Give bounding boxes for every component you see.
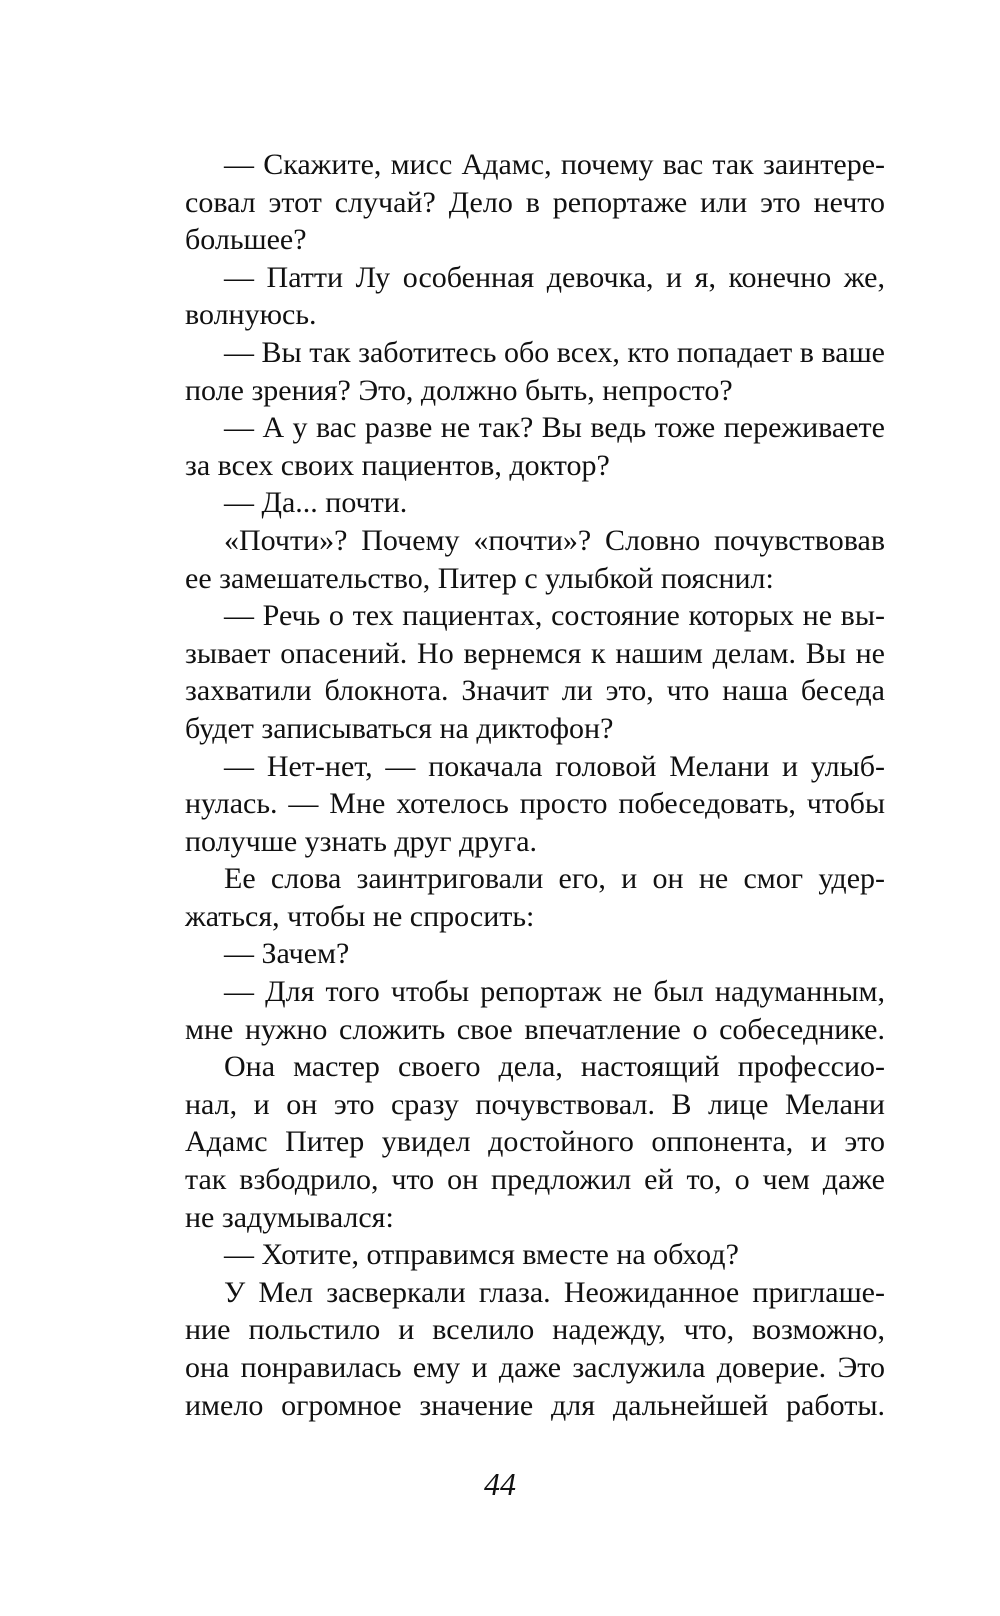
text-line: Адамс Питер увидел достойного оппонента, и это: [185, 1125, 885, 1159]
text-line: захватили блокнота. Значит ли это, что наша беседа: [185, 674, 885, 708]
text-line: — Да... почти.: [224, 486, 408, 520]
text-line: волнуюсь.: [185, 298, 317, 332]
text-line: не задумывался:: [185, 1200, 394, 1234]
text-line: жаться, чтобы не спросить:: [185, 899, 535, 933]
text-line: — А у вас разве не так? Вы ведь тоже переживаете: [224, 411, 885, 445]
text-line: ние польстило и вселило надежду, что, возможно,: [185, 1313, 885, 1347]
text-line: так взбодрило, что он предложил ей то, о чем даже: [185, 1163, 885, 1197]
text-line: мне нужно сложить свое впечатление о собеседнике.: [185, 1012, 885, 1046]
text-line: зывает опасений. Но вернемся к нашим делам. Вы не: [185, 636, 885, 670]
text-line: Она мастер своего дела, настоящий профессио-: [224, 1050, 885, 1084]
page-number: 44: [484, 1466, 516, 1502]
text-line: будет записываться на диктофон?: [185, 711, 614, 745]
text-line: — Зачем?: [224, 937, 350, 971]
text-line: нулась. — Мне хотелось просто побеседовать, чтобы: [185, 787, 885, 821]
text-line: совал этот случай? Дело в репортаже или это нечто: [185, 185, 885, 219]
text-line: ее замешательство, Питер с улыбкой пояснил:: [185, 561, 774, 595]
text-line: — Нет-нет, — покачала головой Мелани и улыб-: [224, 749, 885, 783]
text-line: — Скажите, мисс Адамс, почему вас так заинтере-: [224, 148, 885, 181]
text-line: Ее слова заинтриговали его, и он не смог удер-: [224, 862, 885, 896]
text-line: имело огромное значение для дальнейшей работы.: [185, 1388, 885, 1422]
text-line: У Мел засверкали глаза. Неожиданное приглаше-: [224, 1275, 885, 1309]
text-line: — Патти Лу особенная девочка, и я, конечно же,: [224, 260, 885, 294]
text-line: — Вы так заботитесь обо всех, кто попадает в ваше: [224, 335, 885, 369]
text-line: получше узнать друг друга.: [185, 824, 538, 858]
text-line: поле зрения? Это, должно быть, непросто?: [185, 373, 733, 407]
text-line: — Хотите, отправимся вместе на обход?: [224, 1238, 739, 1272]
text-line: нал, и он это сразу почувствовал. В лице Мелани: [185, 1087, 885, 1121]
text-line: за всех своих пациентов, доктор?: [185, 448, 610, 482]
text-line: — Для того чтобы репортаж не был надуманным,: [224, 975, 885, 1009]
text-line: большее?: [185, 223, 307, 257]
text-line: она понравилась ему и даже заслужила доверие. Это: [185, 1351, 885, 1384]
body-text: [185, 146, 885, 1424]
text-line: «Почти»? Почему «почти»? Словно почувствовав: [224, 523, 885, 557]
text-line: — Речь о тех пациентах, состояние которых не вы-: [224, 599, 885, 633]
